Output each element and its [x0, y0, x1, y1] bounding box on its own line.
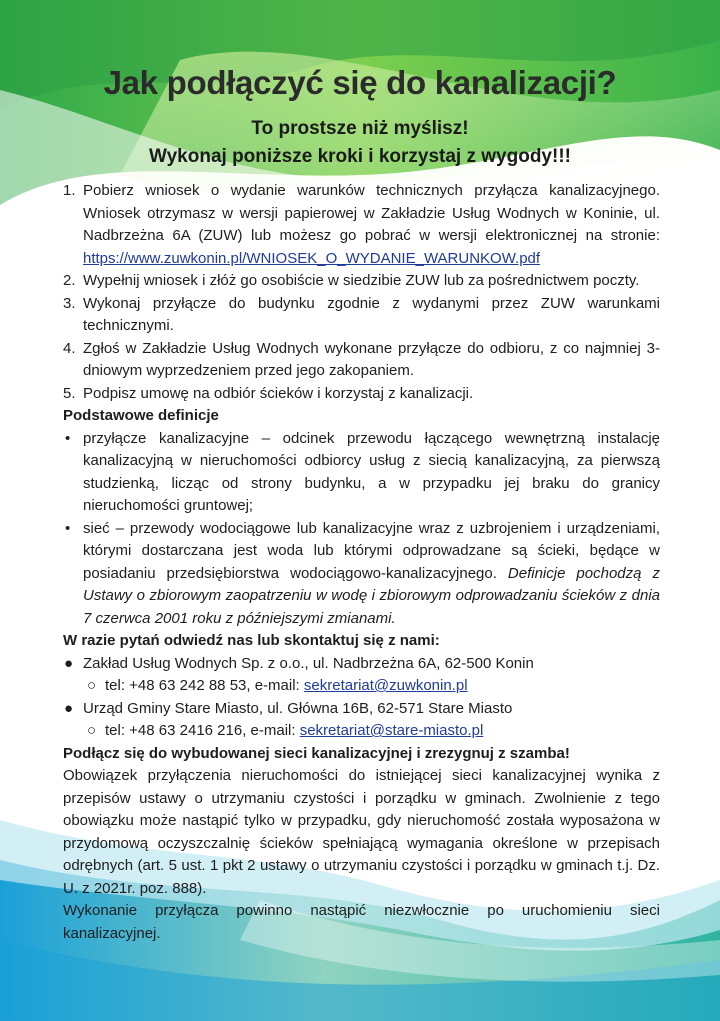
step-item — [63, 293, 660, 338]
filled-bullet-icon: ● — [64, 654, 74, 672]
hollow-bullet-icon: ○ — [87, 677, 97, 694]
definitions-source-note: Definicje pochodzą z Ustawy o zbiorowym zaopatrzeniu w wodę i zbiorowym odprowadzaniu ścieków z dnia 7 czerwca 2001 roku z późniejszymi zmianami. — [83, 564, 660, 627]
closing-paragraph-2: Wykonanie przyłącza powinno nastąpić niezwłocznie po uruchomieniu sieci kanalizacyjnej. — [63, 902, 660, 942]
contact-details — [83, 720, 660, 743]
contact-email-link[interactable]: sekretariat@zuwkonin.pl — [303, 677, 468, 694]
contact-email-link[interactable]: sekretariat@stare-miasto.pl — [299, 722, 484, 739]
contact-heading: W razie pytań odwiedź nas lub skontaktuj się z nami: — [63, 632, 440, 649]
definition-item — [63, 518, 660, 631]
step-item — [63, 180, 660, 270]
hollow-bullet-icon: ○ — [87, 722, 97, 739]
contact-phone: tel: +48 63 2416 216, e-mail: — [105, 722, 300, 739]
contact-details — [83, 675, 660, 698]
contact-phone: tel: +48 63 242 88 53, e-mail: — [105, 677, 304, 694]
contacts-list — [63, 653, 660, 743]
contact-item — [63, 653, 660, 698]
closing-heading: Podłącz się do wybudowanej sieci kanalizacyjnej i zrezygnuj z szamba! — [63, 744, 570, 762]
step-item — [63, 270, 660, 293]
contact-item — [63, 698, 660, 743]
bullet-icon: • — [65, 429, 71, 447]
step-text: Zgłoś w Zakładzie Usług Wodnych wykonane przyłącze do odbioru, z co najmniej 3-dniowym wyprzedzeniem przed jego zakopaniem. — [83, 339, 660, 379]
subtitle-line-2: Wykonaj poniższe kroki i korzystaj z wygody!!! — [149, 146, 571, 167]
step-text: Wypełnij wniosek i złóż go osobiście w siedzibie ZUW lub za pośrednictwem poczty. — [83, 272, 640, 289]
step-number: 3. — [63, 294, 76, 312]
definitions-heading: Podstawowe definicje — [63, 407, 219, 424]
page-title: Jak podłączyć się do kanalizacji? — [103, 64, 617, 101]
step-number: 2. — [63, 272, 76, 289]
document-body — [63, 180, 660, 945]
steps-list — [63, 180, 660, 405]
filled-bullet-icon: ● — [64, 699, 74, 717]
step-text: Wykonaj przyłącze do budynku zgodnie z wydanymi przez ZUW warunkami technicznymi. — [83, 294, 660, 334]
definition-item — [63, 428, 660, 518]
contact-name: Zakład Usług Wodnych Sp. z o.o., ul. Nadbrzeżna 6A, 62-500 Konin — [83, 654, 534, 672]
step-item — [63, 383, 660, 406]
closing-paragraph: Obowiązek przyłączenia nieruchomości do istniejącej sieci kanalizacyjnej wynika z przepisów ustawy o utrzymaniu czystości i porządku w gminach. Zwolnienie z tego obowiązku może nastąpić tylko w przypadku, gdy nieruchomość została wyposażona w przydomową oczyszczalnię ścieków spełniającą wymagania określone w przepisach odrębnych (art. 5 ust. 1 pkt 2 ustawy o utrzymaniu czystości i porządku w gminach t.j. Dz. U. z 2021r. poz. 888). — [63, 767, 660, 897]
step-number: 4. — [63, 339, 76, 357]
definitions-list — [63, 428, 660, 631]
step-text: Pobierz wniosek o wydanie warunków technicznych przyłącza kanalizacyjnego. Wniosek otrzymasz w wersji papierowej w Zakładzie Usług Wodnych w Koninie, ul. Nadbrzeżna 6A (ZUW) lub możesz go pobrać w wersji elektronicznej na stronie: — [83, 182, 660, 244]
application-form-link[interactable]: https://www.zuwkonin.pl/WNIOSEK_O_WYDANIE_WARUNKOW.pdf — [83, 249, 541, 267]
step-number: 5. — [63, 384, 76, 402]
definition-text: przyłącze kanalizacyjne – odcinek przewodu łączącego wewnętrzną instalację kanalizacyjną w nieruchomości odbiorcy usług z siecią kanalizacyjną, za pierwszą studzienką, licząc od strony budynku, a w przypadku jej braku do granicy nieruchomości gruntowej; — [83, 429, 660, 514]
contact-name: Urząd Gminy Stare Miasto, ul. Główna 16B, 62-571 Stare Miasto — [83, 699, 513, 717]
step-item — [63, 338, 660, 383]
subtitle-line-1: To prostsze niż myślisz! — [251, 118, 469, 139]
bullet-icon: • — [65, 519, 71, 537]
step-text: Podpisz umowę na odbiór ścieków i korzystaj z kanalizacji. — [83, 384, 474, 402]
definition-text: sieć – przewody wodociągowe lub kanalizacyjne wraz z uzbrojeniem i urządzeniami, którymi dostarczana jest woda lub którymi odprowadzane są ścieki, będące w posiadaniu przedsiębiorstwa wodociągowo-kanalizacyjnego. — [83, 519, 660, 582]
step-number: 1. — [63, 182, 76, 199]
